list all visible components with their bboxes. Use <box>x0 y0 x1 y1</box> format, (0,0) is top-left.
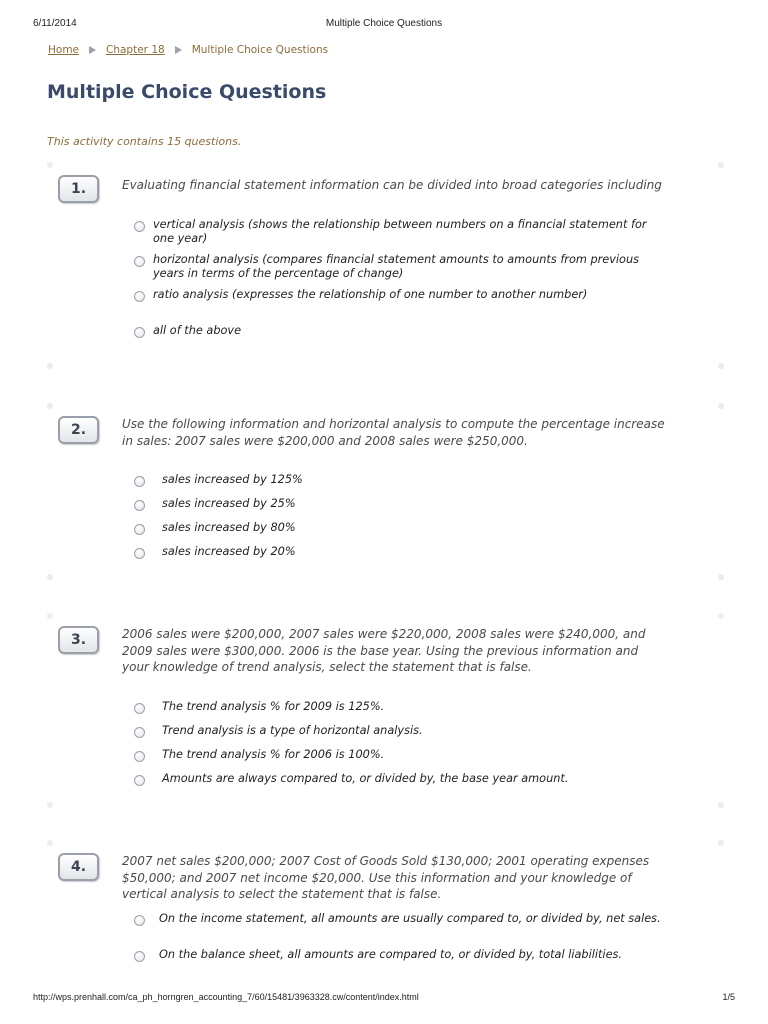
corner-dot <box>718 574 724 580</box>
answer-option[interactable] <box>134 772 664 796</box>
print-header <box>33 18 735 32</box>
question-3 <box>44 626 726 806</box>
corner-dot <box>718 363 724 369</box>
option-label: On the balance sheet, all amounts are compared to, or divided by, total liabilities. <box>159 948 622 961</box>
option-label: The trend analysis % for 2009 is 125%. <box>162 700 385 713</box>
radio-button[interactable] <box>134 256 145 267</box>
question-4 <box>44 853 726 973</box>
radio-button[interactable] <box>134 775 145 786</box>
question-number-badge: 2. <box>58 416 99 444</box>
question-number-badge: 4. <box>58 853 99 881</box>
corner-dot <box>47 802 53 808</box>
print-footer <box>33 992 735 1006</box>
corner-dot <box>47 574 53 580</box>
breadcrumb-arrow-icon <box>175 46 182 54</box>
breadcrumb-home-link[interactable]: Home <box>48 44 80 56</box>
answer-option[interactable] <box>134 253 664 287</box>
answer-option[interactable] <box>134 724 664 748</box>
answer-option[interactable] <box>134 324 664 338</box>
option-label: horizontal analysis (compares financial statement amounts to amounts from previous years in terms of the percentage of change) <box>153 253 639 280</box>
radio-button[interactable] <box>134 751 145 762</box>
option-label: sales increased by 20% <box>162 545 296 558</box>
activity-intro: This activity contains 15 questions. <box>47 135 242 148</box>
print-date: 6/11/2014 <box>33 18 77 29</box>
breadcrumb-current: Multiple Choice Questions <box>191 44 329 56</box>
corner-dot <box>718 840 724 846</box>
option-label: Amounts are always compared to, or divided by, the base year amount. <box>162 772 569 785</box>
page-title: Multiple Choice Questions <box>47 81 327 103</box>
radio-button[interactable] <box>134 915 145 926</box>
radio-button[interactable] <box>134 703 145 714</box>
answer-option[interactable] <box>134 912 664 948</box>
question-1 <box>44 175 726 365</box>
breadcrumb-arrow-icon <box>89 46 96 54</box>
question-number-badge: 3. <box>58 626 99 654</box>
radio-button[interactable] <box>134 548 145 559</box>
option-label: On the income statement, all amounts are usually compared to, or divided by, net sales. <box>159 912 661 925</box>
answer-option[interactable] <box>134 748 664 772</box>
corner-dot <box>47 613 53 619</box>
answer-option[interactable] <box>134 521 664 545</box>
radio-button[interactable] <box>134 500 145 511</box>
answer-option[interactable] <box>134 545 664 569</box>
radio-button[interactable] <box>134 951 145 962</box>
breadcrumb <box>48 44 328 56</box>
corner-dot <box>718 162 724 168</box>
question-text: Evaluating financial statement information can be divided into broad categories including <box>122 178 662 192</box>
option-label: vertical analysis (shows the relationship between numbers on a financial statement for one year) <box>153 218 647 245</box>
answer-option[interactable] <box>134 218 664 252</box>
corner-dot <box>47 403 53 409</box>
breadcrumb-chapter-link[interactable]: Chapter 18 <box>106 44 165 56</box>
corner-dot <box>718 613 724 619</box>
corner-dot <box>718 403 724 409</box>
corner-dot <box>47 162 53 168</box>
option-label: sales increased by 80% <box>162 521 296 534</box>
option-label: The trend analysis % for 2006 is 100%. <box>162 748 385 761</box>
question-2 <box>44 416 726 576</box>
question-text: 2006 sales were $200,000, 2007 sales were $220,000, 2008 sales were $240,000, and 2009 sales were $300,000. 2006 is the base year. Using the previous information and your knowledge of trend analysis, select the statement that is false. <box>122 627 646 674</box>
radio-button[interactable] <box>134 727 145 738</box>
radio-button[interactable] <box>134 221 145 232</box>
print-page-number: 1/5 <box>722 992 735 1002</box>
answer-option[interactable] <box>134 948 664 962</box>
radio-button[interactable] <box>134 291 145 302</box>
question-text: 2007 net sales $200,000; 2007 Cost of Goods Sold $130,000; 2001 operating expenses $50,000; and 2007 net income $20,000. Use this information and your knowledge of vertical analysis to select the statement that is false. <box>122 854 650 901</box>
radio-button[interactable] <box>134 476 145 487</box>
question-text: Use the following information and horizontal analysis to compute the percentage increase in sales: 2007 sales were $200,000 and 2008 sales were $250,000. <box>122 417 665 448</box>
corner-dot <box>718 802 724 808</box>
question-number-badge: 1. <box>58 175 99 203</box>
radio-button[interactable] <box>134 524 145 535</box>
corner-dot <box>47 363 53 369</box>
answer-option[interactable] <box>134 288 664 324</box>
corner-dot <box>47 840 53 846</box>
print-title: Multiple Choice Questions <box>325 18 443 29</box>
option-label: Trend analysis is a type of horizontal analysis. <box>162 724 423 737</box>
print-url: http://wps.prenhall.com/ca_ph_horngren_accounting_7/60/15481/3963328.cw/content/index.html <box>33 992 419 1002</box>
option-label: sales increased by 25% <box>162 497 296 510</box>
answer-option[interactable] <box>134 497 664 521</box>
answer-option[interactable] <box>134 473 664 497</box>
option-label: sales increased by 125% <box>162 473 303 486</box>
answer-option[interactable] <box>134 700 664 724</box>
option-label: ratio analysis (expresses the relationship of one number to another number) <box>153 288 588 301</box>
radio-button[interactable] <box>134 327 145 338</box>
option-label: all of the above <box>153 324 242 337</box>
